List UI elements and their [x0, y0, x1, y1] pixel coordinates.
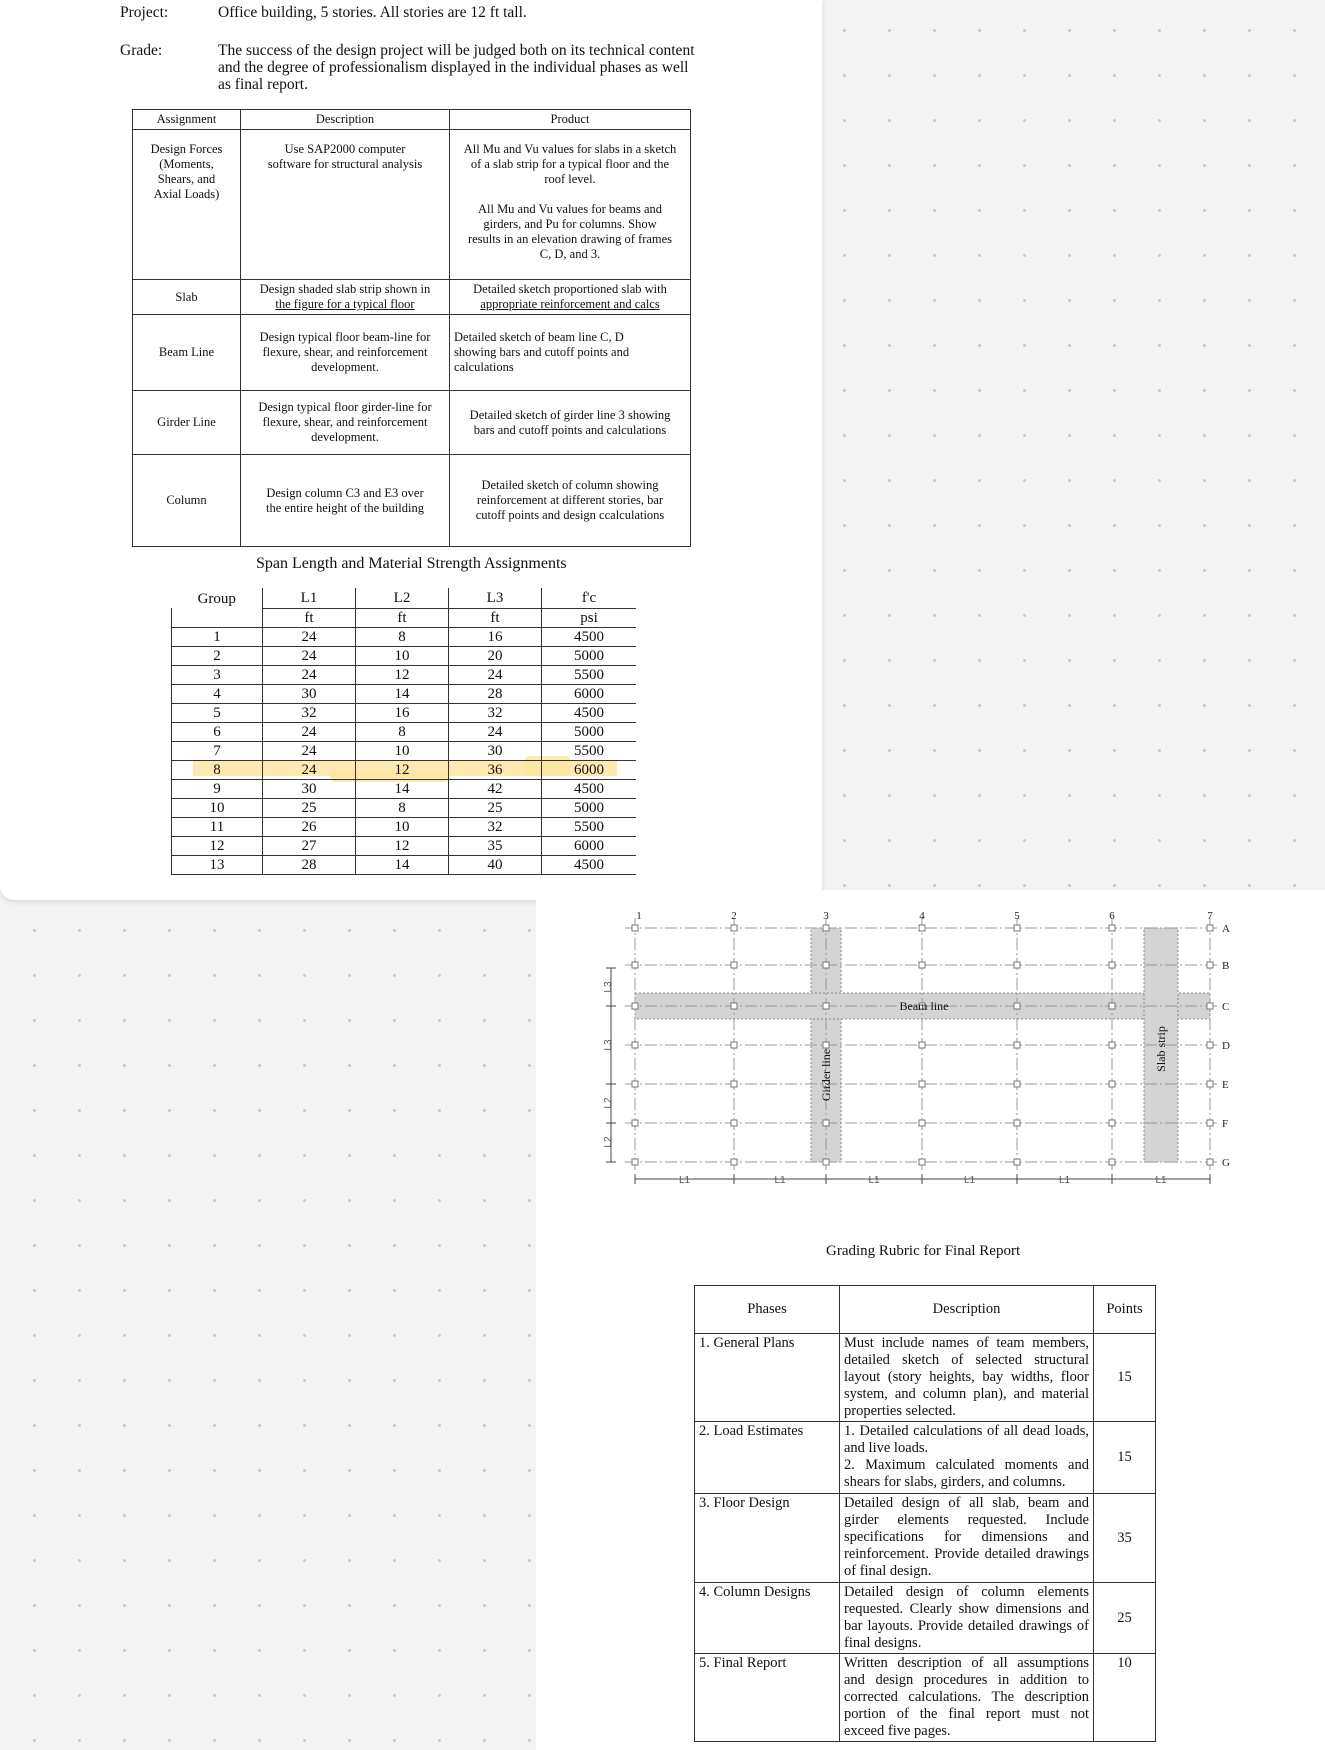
column-marker — [1014, 925, 1020, 931]
group-cell: 5 — [172, 703, 263, 722]
l2-cell: 8 — [356, 798, 449, 817]
header-product: Product — [450, 110, 691, 130]
description-cell: Design typical floor beam-line for flexure, shear, and reinforcement development. — [241, 315, 450, 391]
l1-cell: 24 — [263, 760, 356, 779]
floor-plan-drawing — [536, 905, 1325, 1235]
column-marker — [1014, 1081, 1020, 1087]
group-cell: 9 — [172, 779, 263, 798]
l3-cell: 25 — [449, 798, 542, 817]
column-marker — [1207, 925, 1213, 931]
column-marker — [632, 1120, 638, 1126]
column-marker — [823, 1159, 829, 1165]
l1-cell: 25 — [263, 798, 356, 817]
l1-cell: 30 — [263, 779, 356, 798]
fc-cell: 6000 — [542, 684, 637, 703]
column-marker — [919, 1042, 925, 1048]
l1-cell: 24 — [263, 665, 356, 684]
header-assignment: Assignment — [133, 110, 241, 130]
assignment-cell: Beam Line — [133, 315, 241, 391]
span-table-title: Span Length and Material Strength Assignments — [256, 555, 567, 572]
span-label-vertical: L3 — [603, 981, 614, 993]
l2-cell: 12 — [356, 760, 449, 779]
l1-cell: 30 — [263, 684, 356, 703]
l2-cell: 14 — [356, 684, 449, 703]
description-cell: Design column C3 and E3 over the entire height of the building — [241, 455, 450, 547]
row-label: A — [1222, 923, 1230, 935]
column-marker — [731, 1159, 737, 1165]
unit-l3: ft — [449, 608, 542, 627]
span-row — [172, 627, 637, 646]
l3-cell: 20 — [449, 646, 542, 665]
column-label: 2 — [731, 910, 737, 922]
rubric-phase: 3. Floor Design — [695, 1494, 840, 1583]
l3-cell: 24 — [449, 665, 542, 684]
column-marker — [1109, 1003, 1115, 1009]
span-label-vertical: L2 — [603, 1097, 614, 1109]
project-text: Office building, 5 stories. All stories are 12 ft tall. — [218, 4, 527, 21]
fc-cell: 4500 — [542, 779, 637, 798]
fc-cell: 4500 — [542, 627, 637, 646]
l1-cell: 24 — [263, 722, 356, 741]
row-label: B — [1222, 960, 1230, 972]
l3-cell: 24 — [449, 722, 542, 741]
assignment-cell: Design Forces (Moments, Shears, and Axial Loads) — [133, 130, 241, 280]
product-cell: Detailed sketch proportioned slab with appropriate reinforcement and calcs — [450, 280, 691, 315]
rubric-points: 15 — [1094, 1334, 1156, 1422]
l3-cell: 35 — [449, 836, 542, 855]
rubric-phase: 4. Column Designs — [695, 1583, 840, 1654]
project-label: Project: — [120, 4, 169, 21]
span-row — [172, 817, 637, 836]
grading-rubric-table — [694, 1285, 1156, 1742]
group-cell: 10 — [172, 798, 263, 817]
group-cell: 12 — [172, 836, 263, 855]
product-cell: Detailed sketch of girder line 3 showing bars and cutoff points and calculations — [450, 391, 691, 455]
header-l2: L2 — [356, 588, 449, 608]
span-label-vertical: L3 — [603, 1039, 614, 1051]
span-row — [172, 855, 637, 874]
beam-line-label: Beam line — [899, 999, 949, 1013]
header-rubric-description: Description — [840, 1286, 1094, 1334]
rubric-points: 15 — [1094, 1422, 1156, 1494]
description-cell: Design typical floor girder-line for flexure, shear, and reinforcement development. — [241, 391, 450, 455]
row-label: D — [1222, 1040, 1230, 1052]
fc-cell: 4500 — [542, 855, 637, 874]
span-row — [172, 722, 637, 741]
column-marker — [1207, 1120, 1213, 1126]
l2-cell: 12 — [356, 836, 449, 855]
column-marker — [919, 962, 925, 968]
column-marker — [632, 925, 638, 931]
group-cell: 1 — [172, 627, 263, 646]
rubric-points: 35 — [1094, 1494, 1156, 1583]
span-label-l1: L1 — [1058, 1175, 1071, 1186]
span-row — [172, 836, 637, 855]
column-marker — [632, 962, 638, 968]
column-marker — [731, 925, 737, 931]
span-row — [172, 798, 637, 817]
span-row — [172, 703, 637, 722]
unit-l2: ft — [356, 608, 449, 627]
column-marker — [823, 925, 829, 931]
column-marker — [823, 1120, 829, 1126]
column-marker — [1207, 1159, 1213, 1165]
column-marker — [632, 1003, 638, 1009]
l1-cell: 27 — [263, 836, 356, 855]
column-marker — [1207, 1081, 1213, 1087]
group-cell: 7 — [172, 741, 263, 760]
span-length-table — [171, 588, 636, 875]
span-row — [172, 684, 637, 703]
product-cell: Detailed sketch of beam line C, D showing bars and cutoff points and calculations — [450, 315, 691, 391]
column-marker — [632, 1081, 638, 1087]
column-marker — [731, 1042, 737, 1048]
fc-cell: 4500 — [542, 703, 637, 722]
l1-cell: 24 — [263, 646, 356, 665]
group-cell: 11 — [172, 817, 263, 836]
span-row — [172, 741, 637, 760]
header-points: Points — [1094, 1286, 1156, 1334]
span-label-l1: L1 — [678, 1175, 691, 1186]
span-row — [172, 646, 637, 665]
header-l3: L3 — [449, 588, 542, 608]
group-cell: 3 — [172, 665, 263, 684]
column-marker — [1014, 962, 1020, 968]
header-group: Group — [197, 591, 236, 607]
column-marker — [1109, 962, 1115, 968]
assignment-cell: Slab — [133, 280, 241, 315]
l1-cell: 32 — [263, 703, 356, 722]
l3-cell: 28 — [449, 684, 542, 703]
l3-cell: 32 — [449, 817, 542, 836]
column-marker — [1109, 925, 1115, 931]
span-row — [172, 779, 637, 798]
header-fc: f'c — [542, 588, 637, 608]
group-cell: 2 — [172, 646, 263, 665]
column-marker — [731, 1003, 737, 1009]
l1-cell: 28 — [263, 855, 356, 874]
grade-text: The success of the design project will be judged both on its technical content and the degree of professionalism displayed in the individual phases as well as final report. — [218, 42, 695, 93]
fc-cell: 5500 — [542, 741, 637, 760]
column-marker — [919, 925, 925, 931]
assignment-cell: Girder Line — [133, 391, 241, 455]
l2-cell: 10 — [356, 741, 449, 760]
header-description: Description — [241, 110, 450, 130]
column-marker — [731, 1081, 737, 1087]
group-cell: 6 — [172, 722, 263, 741]
fc-cell: 5000 — [542, 798, 637, 817]
column-marker — [1014, 1159, 1020, 1165]
column-label: 5 — [1014, 910, 1020, 922]
rubric-description: Detailed design of column elements requested. Clearly show dimensions and bar layouts. Provide detailed drawings of final designs. — [840, 1583, 1094, 1654]
l3-cell: 16 — [449, 627, 542, 646]
column-marker — [919, 1120, 925, 1126]
column-marker — [823, 1003, 829, 1009]
rubric-phase: 1. General Plans — [695, 1334, 840, 1422]
column-marker — [1109, 1042, 1115, 1048]
rubric-phase: 2. Load Estimates — [695, 1422, 840, 1494]
rubric-phase: 5. Final Report — [695, 1654, 840, 1742]
group-cell: 4 — [172, 684, 263, 703]
l2-cell: 8 — [356, 627, 449, 646]
row-label: F — [1222, 1118, 1229, 1130]
description-cell: Design shaded slab strip shown in the figure for a typical floor — [241, 280, 450, 315]
column-label: 6 — [1109, 910, 1115, 922]
fc-cell: 6000 — [542, 836, 637, 855]
header-l1: L1 — [263, 588, 356, 608]
column-marker — [823, 962, 829, 968]
rubric-description: Detailed design of all slab, beam and girder elements requested. Include specifications for dimensions and reinforcement. Provide detailed drawings of final design. — [840, 1494, 1094, 1583]
group-cell: 8 — [172, 760, 263, 779]
span-row — [172, 665, 637, 684]
l2-cell: 14 — [356, 779, 449, 798]
assignment-table — [132, 109, 691, 547]
rubric-description: Must include names of team members, detailed sketch of selected structural layout (story heights, bay widths, floor system, and column plan), and material properties selected. — [840, 1334, 1094, 1422]
fc-cell: 5000 — [542, 646, 637, 665]
column-marker — [823, 1042, 829, 1048]
column-marker — [1207, 1042, 1213, 1048]
l2-cell: 14 — [356, 855, 449, 874]
fc-cell: 5500 — [542, 817, 637, 836]
slab-strip-label: Slab strip — [1154, 1026, 1168, 1072]
description-cell: Use SAP2000 computer software for structural analysis — [241, 130, 450, 280]
column-label: 7 — [1207, 910, 1213, 922]
fc-cell: 5000 — [542, 722, 637, 741]
fc-cell: 6000 — [542, 760, 637, 779]
column-marker — [919, 1159, 925, 1165]
girder-line-label: Girder line — [819, 1048, 833, 1102]
unit-l1: ft — [263, 608, 356, 627]
product-cell: All Mu and Vu values for slabs in a sketch of a slab strip for a typical floor and the roof level. All Mu and Vu values for beams and girders, and Pu for columns. Show results in an elevation drawing of frames C, D, and 3. — [450, 130, 691, 280]
unit-fc: psi — [542, 608, 637, 627]
l3-cell: 36 — [449, 760, 542, 779]
l1-cell: 26 — [263, 817, 356, 836]
l2-cell: 16 — [356, 703, 449, 722]
span-label-l1: L1 — [774, 1175, 786, 1186]
column-marker — [731, 962, 737, 968]
product-cell: Detailed sketch of column showing reinforcement at different stories, bar cutoff points and design ccalculations — [450, 455, 691, 547]
column-marker — [919, 1081, 925, 1087]
column-marker — [1014, 1120, 1020, 1126]
l2-cell: 10 — [356, 817, 449, 836]
column-marker — [1207, 962, 1213, 968]
header-phases: Phases — [695, 1286, 840, 1334]
column-marker — [731, 1120, 737, 1126]
l1-cell: 24 — [263, 741, 356, 760]
l3-cell: 42 — [449, 779, 542, 798]
column-marker — [632, 1159, 638, 1165]
l1-cell: 24 — [263, 627, 356, 646]
column-marker — [1014, 1003, 1020, 1009]
span-label-l1: L1 — [963, 1175, 976, 1186]
row-label: G — [1222, 1157, 1230, 1169]
column-marker — [1109, 1159, 1115, 1165]
column-marker — [1109, 1120, 1115, 1126]
column-marker — [1109, 1081, 1115, 1087]
column-label: 1 — [636, 910, 642, 922]
rubric-points: 10 — [1094, 1654, 1156, 1742]
l3-cell: 32 — [449, 703, 542, 722]
rubric-title: Grading Rubric for Final Report — [826, 1243, 1021, 1259]
l2-cell: 12 — [356, 665, 449, 684]
span-label-vertical: L2 — [603, 1136, 614, 1148]
l2-cell: 10 — [356, 646, 449, 665]
column-marker — [632, 1042, 638, 1048]
span-label-l1: L1 — [868, 1175, 880, 1186]
column-label: 3 — [823, 910, 829, 922]
column-marker — [1014, 1042, 1020, 1048]
assignment-cell: Column — [133, 455, 241, 547]
rubric-description: Written description of all assumptions and design procedures in addition to corrected calculations. The description portion of the final report must not exceed five pages. — [840, 1654, 1094, 1742]
column-label: 4 — [919, 910, 925, 922]
rubric-points: 25 — [1094, 1583, 1156, 1654]
span-row — [172, 760, 637, 779]
fc-cell: 5500 — [542, 665, 637, 684]
l2-cell: 8 — [356, 722, 449, 741]
l3-cell: 40 — [449, 855, 542, 874]
rubric-description: 1. Detailed calculations of all dead loads, and live loads. 2. Maximum calculated moments and shears for slabs, girders, and columns. — [840, 1422, 1094, 1494]
group-cell: 13 — [172, 855, 263, 874]
grade-label: Grade: — [120, 42, 163, 59]
row-label: C — [1222, 1001, 1230, 1013]
column-marker — [1207, 1003, 1213, 1009]
span-label-l1: L1 — [1155, 1175, 1167, 1186]
row-label: E — [1222, 1079, 1229, 1091]
l3-cell: 30 — [449, 741, 542, 760]
